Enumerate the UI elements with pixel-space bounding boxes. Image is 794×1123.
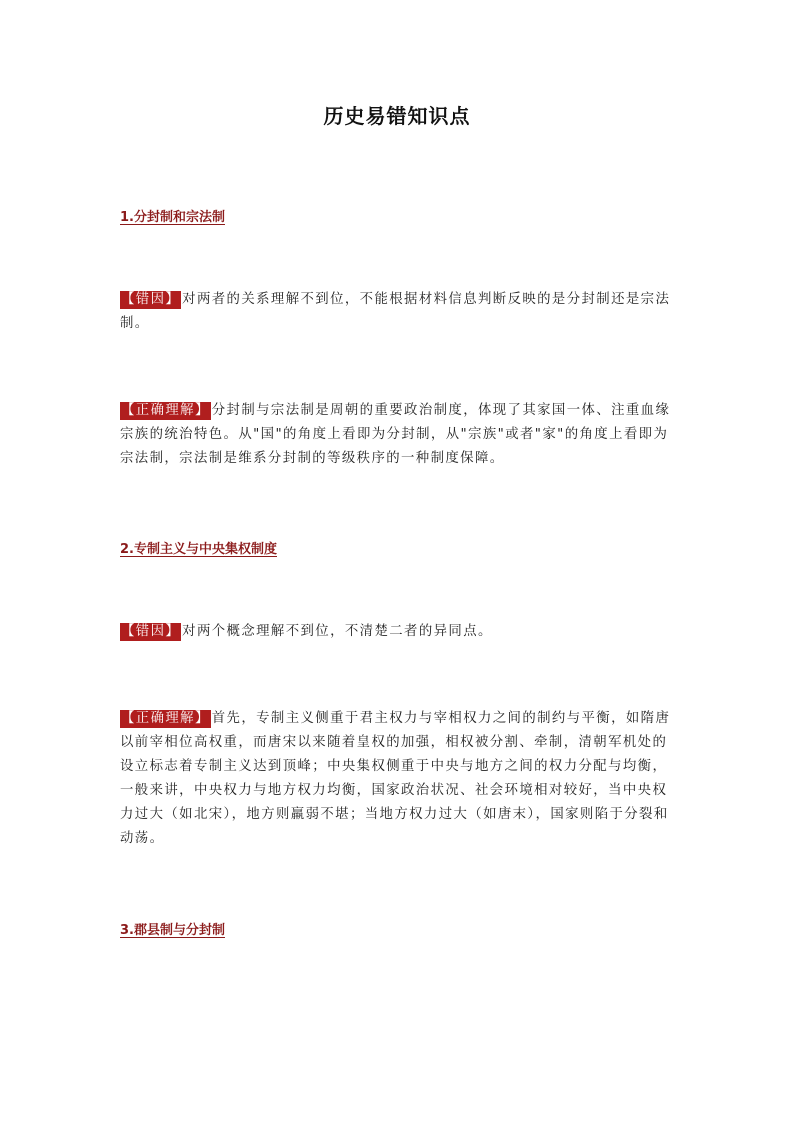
section-heading-2: 2.专制主义与中央集权制度 bbox=[120, 542, 277, 557]
correct-understanding-tag: 【正确理解】 bbox=[121, 711, 210, 726]
correct-understanding-text: 首先，专制主义侧重于君主权力与宰相权力之间的制约与平衡，如隋唐以前宰相位高权重，而唐宋以来随着皇权的加强，相权被分割、牵制，清朝军机处的设立标志着专制主义达到顶峰；中央集权侧重于中央与地方之间的权力分配与均衡，一般来讲，中央权力与地方权力均衡，国家政治状况、社会环境相对较好，当中央权力过大（如北宋），地方则羸弱不堪；当地方权力过大（如唐末），国家则陷于分裂和动荡。 bbox=[120, 711, 671, 846]
section-heading-3: 3.郡县制与分封制 bbox=[120, 923, 225, 938]
section-1-correct-understanding bbox=[120, 399, 680, 471]
error-cause-tag: 【错因】 bbox=[121, 292, 181, 307]
section-2-error-cause bbox=[120, 620, 680, 644]
correct-understanding-text: 分封制与宗法制是周朝的重要政治制度，体现了其家国一体、注重血缘宗族的统治特色。从"国"的角度上看即为分封制，从"宗族"或者"家"的角度上看即为宗法制，宗法制是维系分封制的等级秩序的一种制度保障。 bbox=[120, 403, 671, 466]
document-title: 历史易错知识点 bbox=[323, 104, 471, 128]
section-2-correct-understanding bbox=[120, 707, 680, 851]
section-heading-1: 1.分封制和宗法制 bbox=[120, 210, 225, 225]
error-cause-tag: 【错因】 bbox=[121, 624, 181, 639]
correct-understanding-tag: 【正确理解】 bbox=[121, 403, 210, 418]
error-cause-text: 对两者的关系理解不到位，不能根据材料信息判断反映的是分封制还是宗法制。 bbox=[120, 292, 671, 331]
section-1-error-cause bbox=[120, 288, 680, 336]
error-cause-text: 对两个概念理解不到位，不清楚二者的异同点。 bbox=[182, 624, 493, 639]
